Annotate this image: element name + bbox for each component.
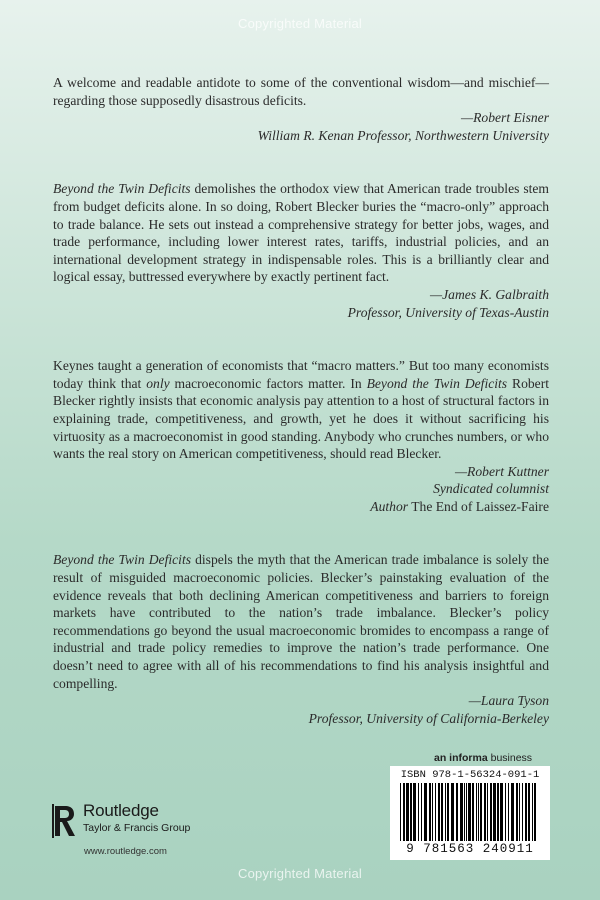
publisher-brand [83,801,190,834]
review-text-segment: macroeconomic factors matter. In [169,375,367,391]
copyright-watermark-top: Copyrighted Material [238,16,362,31]
barcode-stripe [490,783,492,841]
barcode-stripe [464,783,465,841]
book-title-italic: Beyond the Twin Deficits [366,375,508,391]
review-4-attribution [53,692,549,727]
barcode-stripe [472,783,474,841]
barcode-digits: 9 781563 240911 [406,842,534,856]
review-2-text [53,180,549,286]
copyright-watermark-bottom: Copyrighted Material [238,866,362,881]
barcode-stripe [532,783,533,841]
reviewer-title: Syndicated columnist [433,481,549,497]
barcode-stripe [525,783,527,841]
barcode-stripe [511,783,514,841]
barcode-stripe [534,783,536,841]
barcode-stripe [435,783,436,841]
barcode-stripe [468,783,471,841]
informa-tag-bold: an informa [434,752,488,764]
barcode-stripe [413,783,416,841]
barcode-stripe [493,783,496,841]
publisher-group: Taylor & Francis Group [83,822,191,834]
barcode-stripe [429,783,431,841]
barcode-stripe [480,783,482,841]
book-title-italic: Beyond the Twin Deficits [53,552,192,568]
publisher-name: Routledge [83,801,159,820]
barcode-stripe [516,783,518,841]
review-text-segment: Keynes taught a generation of economists that “macro matters.” But too many economists today think that [53,358,549,391]
barcode-stripe [497,783,499,841]
barcode-stripe [519,783,520,841]
review-3-attribution [53,463,549,516]
barcode-stripe [528,783,530,841]
isbn-barcode [390,766,550,860]
barcode-stripe [500,783,503,841]
barcode-stripe [478,783,479,841]
review-1 [53,74,549,144]
barcode-stripe [456,783,458,841]
barcode-stripe [487,783,488,841]
reviewer-title: Professor, University of Texas-Austin [347,304,549,320]
barcode-stripe [400,783,401,841]
review-3 [53,357,549,515]
barcode-stripe [476,783,477,841]
barcode-stripe [522,783,523,841]
reviewer-name: —Robert Kuttner [454,463,549,479]
reviewer-name: —Robert Eisner [461,110,549,126]
barcode-stripe [460,783,463,841]
barcode-stripe [508,783,509,841]
informa-business-tag [434,752,532,764]
emphasis-italic: only [146,375,170,391]
barcode-stripe [410,783,412,841]
review-text-segment: Robert Blecker rightly insists that economic analysis pay attention to a host of structural factors in explaining trade, competitiveness, and growth, yet he does it without sacrificing his virtuosity as a macroeconomist in good standing. Anybody who crunches numbers, or who wants the real story on American competitiveness, should read Blecker. [53,375,549,462]
review-1-attribution [53,109,549,144]
review-4 [53,551,549,727]
barcode-stripe [421,783,422,841]
routledge-r-logo-icon [52,804,78,838]
review-4-text [53,551,549,692]
barcode-stripe [445,783,446,841]
reviewer-book-prefix: Author [370,498,409,514]
barcode-stripe [438,783,440,841]
barcode-stripe [441,783,443,841]
review-1-text [53,74,549,109]
review-3-text [53,357,549,463]
barcode-stripe [424,783,427,841]
barcode-stripe [505,783,506,841]
isbn-label: ISBN 978-1-56324-091-1 [400,769,540,781]
barcode-stripe [484,783,486,841]
barcode-stripe [466,783,467,841]
publisher-url: www.routledge.com [84,846,167,857]
review-text-segment: A welcome and readable antidote to some of the conventional wisdom—and mischief—regarding those supposedly disastrous deficits. [53,75,549,108]
barcode-stripe [406,783,409,841]
reviewer-book [53,498,549,516]
barcode-stripe [403,783,405,841]
review-text-segment: demolishes the orthodox view that American trade troubles stem from budget deficits alone. In so doing, Robert Blecker buries the “macro-only” approach to trade balance. He sets out instead a comprehensive strategy for better jobs, wages, and trade performance, including lower interest rates, tariffs, industrial policies, and an international development strategy in indispensable roles. This is a brilliantly clear and logical essay, buttressed everywhere by exactly pertinent fact. [53,181,549,285]
barcode-stripe [447,783,449,841]
review-2 [53,180,549,321]
informa-tag-light: business [490,752,533,764]
barcode-stripe [418,783,419,841]
review-text-segment: dispels the myth that the American trade imbalance is solely the result of misguided macroeconomic policies. Blecker’s painstaking evaluation of the evidence reveals that both declining American competitiveness and barriers to foreign markets have contributed to the nation’s trade imbalance. Blecker’s policy recommendations go beyond the usual macroeconomic bromides to encompass a range of industrial and trade policy remedies to improve the nation’s trade performance. One doesn’t need to agree with all of his recommendations to find his analysis insightful and compelling. [53,552,549,691]
barcode-stripe [451,783,454,841]
reviewer-name: —James K. Galbraith [430,286,549,302]
reviewer-title: William R. Kenan Professor, Northwestern University [257,127,549,143]
reviewer-name: —Laura Tyson [468,693,549,709]
barcode-stripe [432,783,433,841]
review-list [53,74,549,727]
barcode-bars-icon [398,783,542,843]
review-2-attribution [53,286,549,321]
book-title-italic: Beyond the Twin Deficits [53,181,191,197]
reviewer-title: Professor, University of California-Berkeley [308,710,549,726]
reviewer-book-title: The End of Laissez-Faire [408,498,549,514]
